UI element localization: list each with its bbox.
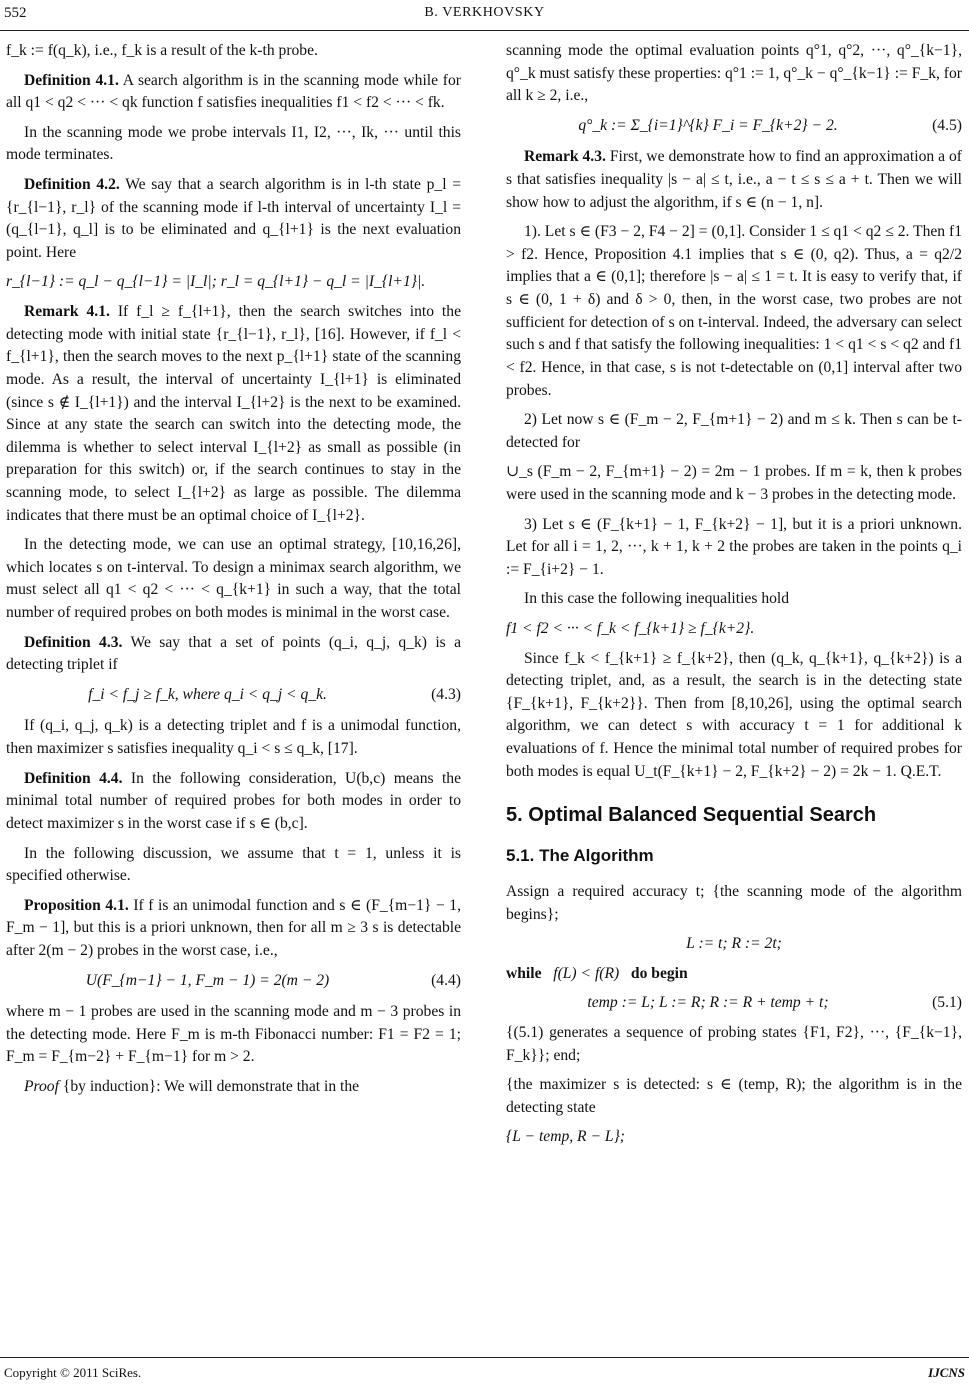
remark-4-1 — [6, 301, 461, 527]
paragraph-fibonacci: where m − 1 probes are used in the scanning mode and m − 3 probes in the detecting mode. Here F_m is m-th Fibonacci number: F1 = F2 = 1; F_m = F_{m−2} + F_{m−1} for m > 2. — [6, 1003, 461, 1066]
definition-label: Definition 4.4. — [24, 769, 123, 787]
right-column — [506, 40, 962, 1346]
while-keyword: while — [506, 964, 542, 982]
remark-label: Remark 4.3. — [524, 148, 606, 166]
proof-text: {by induction}: We will demonstrate that in the — [62, 1077, 360, 1095]
proposition-4-1 — [6, 895, 461, 963]
equation-number: (5.1) — [932, 994, 962, 1012]
copyright-text: Copyright © 2011 SciRes. — [4, 1365, 142, 1380]
definition-label: Definition 4.1. — [24, 71, 119, 89]
case-3: 3) Let s ∈ (F_{k+1} − 1, F_{k+2} − 1], but it is a priori unknown. Let for all i = 1, 2, ···, k + 1, k + 2 the probes are taken in the points q_i := F_{i+2} − 1. — [506, 515, 962, 578]
page-header — [0, 0, 969, 31]
proof-start — [6, 1076, 461, 1099]
definition-4-2 — [6, 174, 461, 264]
loop-body — [506, 992, 962, 1015]
paragraph-generates: {(5.1) generates a sequence of probing states {F1, F2}, ···, {F_{k−1}, F_k}}; end; — [506, 1023, 962, 1064]
definition-text: We say that a search algorithm is in l-th state p_l = {r_{l−1}, r_l} of the scanning mode if l-th interval of uncertainty I_l = (q_{l−1}, q_l] is to be eliminated and q_{l+1} is the next evaluation point. Here — [6, 176, 462, 261]
equation-body: U(F_{m−1} − 1, F_m − 1) = 2(m − 2) — [85, 971, 330, 989]
paragraph-detecting-mode: In the detecting mode, we can use an optimal strategy, [10,16,26], which locates s on t-interval. To design a minimax search algorithm, we must select all q1 < q2 < ··· < q_{k+1} in such a way, that the total number of required probes on both modes is minimal in the worst case. — [6, 536, 461, 622]
equation-number: (4.5) — [932, 116, 962, 134]
proposition-label: Proposition 4.1. — [24, 896, 129, 914]
remark-text: First, we demonstrate how to find an approximation a of s that satisfies inequality |s − a| ≤ t, i.e., a − t ≤ s ≤ a + t. Then we will show how to adjust the algorithm, if s ∈ (n − 1, n]. — [506, 148, 962, 211]
equation-4-3 — [6, 684, 461, 707]
remark-text: If f_l ≥ f_{l+1}, then the search switches into the detecting mode with initial state {r_{l−1}, r_l}, [16]. However, if f_l < f_{l+1}, then the search moves to the next p_{l+1} state of the scanning mode. As a result, the interval of uncertainty I_{l+1} is eliminated (since s ∉ I_{l+1}) and the interval I_{l+2} is the next to be examined. Since at any state the search can switch into the detecting mode, the dilemma is whether to select interval I_{l+2} as small as possible (in preparation for this switch) or, if the search continues to stay in the scanning mode, to select I_{l+2} as large as possible. The dilemma indicates that there must be an optimal choice of I_{l+2}. — [6, 303, 461, 524]
loop-statement: temp := L; L := R; R := R + temp + t; — [587, 994, 829, 1012]
paragraph-assumption: In the following discussion, we assume that t = 1, unless it is specified otherwise. — [6, 844, 461, 885]
section-heading: 5. Optimal Balanced Sequential Search — [506, 804, 877, 827]
proof-label: Proof — [24, 1077, 59, 1095]
definition-4-3 — [6, 632, 461, 677]
equation-number: (4.3) — [431, 685, 461, 703]
inequality-chain: f1 < f2 < ··· < f_k < f_{k+1} ≥ f_{k+2}. — [506, 620, 755, 638]
paragraph-scanning: In the scanning mode we probe intervals I1, I2, ···, Ik, ··· until this mode terminates. — [6, 123, 461, 164]
do-begin-keyword: do begin — [630, 964, 688, 982]
left-column — [6, 40, 461, 1346]
page-number: 552 — [4, 5, 27, 21]
remark-4-3 — [506, 146, 962, 214]
equation-number: (4.4) — [431, 971, 461, 989]
paragraph-since: Since f_k < f_{k+1} ≥ f_{k+2}, then (q_k, q_{k+1}, q_{k+2}) is a detecting triplet, and, as a result, the search is in the detecting state {F_{k+1}, F_{k+2}}. Then from [8,10,26], using the optimal search algorithm, we can detect s with accuracy t = 1 for additional k evaluations of f. Hence the minimal total number of required probes for both modes is equal U_t(F_{k+1} − 2, F_{k+2} − 2) = 2k − 1. Q.E.T. — [506, 649, 962, 780]
paragraph-triplet: If (q_i, q_j, q_k) is a detecting triplet and f is a unimodal function, then maximizer s satisfies inequality q_i < s ≤ q_k, [17]. — [6, 717, 461, 758]
case-2-union: ∪_s (F_m − 2, F_{m+1} − 2) = 2m − 1 probes. If m = k, then k probes were used in the scanning mode and k − 3 probes in the detecting mode. — [506, 463, 962, 503]
paragraph-optimal-points: scanning mode the optimal evaluation points q°1, q°2, ···, q°_{k−1}, q°_k must satisfy these properties: q°1 := 1, q°_k − q°_{k−1} := F_k, for all k ≥ 2, i.e., — [506, 42, 962, 105]
equation-interval-lengths: r_{l−1} := q_l − q_{l−1} = |I_l|; r_l = q_{l+1} − q_l = |I_{l+1}|. — [6, 273, 426, 291]
definition-label: Definition 4.2. — [24, 176, 120, 194]
case-2: 2) Let now s ∈ (F_m − 2, F_{m+1} − 2) and m ≤ k. Then s can be t-detected for — [506, 411, 962, 451]
definition-text: We say that a set of points (q_i, q_j, q_k) is a detecting triplet if — [6, 633, 461, 674]
equation-body: q°_k := Σ_{i=1}^{k} F_i = F_{k+2} − 2. — [578, 116, 838, 134]
equation-4-4 — [6, 970, 461, 993]
while-condition: f(L) < f(R) — [553, 964, 620, 982]
remark-label: Remark 4.1. — [24, 303, 110, 321]
running-author: B. VERKHOVSKY — [424, 5, 545, 20]
paragraph-detected: {the maximizer s is detected: s ∈ (temp, R); the algorithm is in the detecting state — [506, 1076, 962, 1116]
definition-text: A search algorithm is in the scanning mode while for all q1 < q2 < ··· < qk function f satisfies inequalities f1 < f2 < ··· < fk. — [6, 71, 461, 112]
definition-text: In the following consideration, U(b,c) means the minimal total number of required probes for both modes in order to detect maximizer s in the worst case if s ∈ (b,c]. — [6, 769, 461, 832]
definition-label: Definition 4.3. — [24, 633, 123, 651]
definition-4-1 — [6, 70, 461, 115]
initialization-line: L := t; R := 2t; — [686, 935, 782, 953]
while-line — [506, 963, 962, 986]
detecting-state: {L − temp, R − L}; — [506, 1128, 626, 1146]
paragraph-probe-result: f_k := f(q_k), i.e., f_k is a result of the k-th probe. — [6, 42, 318, 59]
journal-name: IJCNS — [928, 1365, 965, 1380]
case-1: 1). Let s ∈ (F3 − 2, F4 − 2] = (0,1]. Consider 1 ≤ q1 < q2 ≤ 2. Then f1 > f2. Hence, Proposition 4.1 implies that s ∈ (0, q2). Thus, a = q2/2 implies that a ∈ (0,1]; therefore |s − a| ≤ 1 = t. It is easy to verify that, if s ∈ (0, 1 + δ) and δ > 0, then, in the worst case, two probes are not sufficient for detection of s on t-interval. Indeed, the adversary can select such s and f that satisfy the following inequalities: 1 < q1 < s < q2 and f1 < f2. Hence, in that case, s is not t-detectable on (0,1] interval after two probes. — [506, 223, 962, 399]
equation-body: f_i < f_j ≥ f_k, where q_i < q_j < q_k. — [88, 685, 327, 703]
paragraph-assign: Assign a required accuracy t; {the scanning mode of the algorithm begins}; — [506, 882, 962, 923]
subsection-heading: 5.1. The Algorithm — [506, 846, 654, 866]
definition-4-4 — [6, 768, 461, 836]
page-footer — [0, 1357, 969, 1386]
proposition-text: If f is an unimodal function and s ∈ (F_{m−1} − 1, F_m − 1], but this is a priori unknown, then for all m ≥ 3 s is detectable after 2(m − 2) probes in the worst case, i.e., — [6, 896, 461, 959]
equation-4-5 — [506, 115, 962, 138]
paragraph-inequalities: In this case the following inequalities hold — [524, 590, 790, 608]
